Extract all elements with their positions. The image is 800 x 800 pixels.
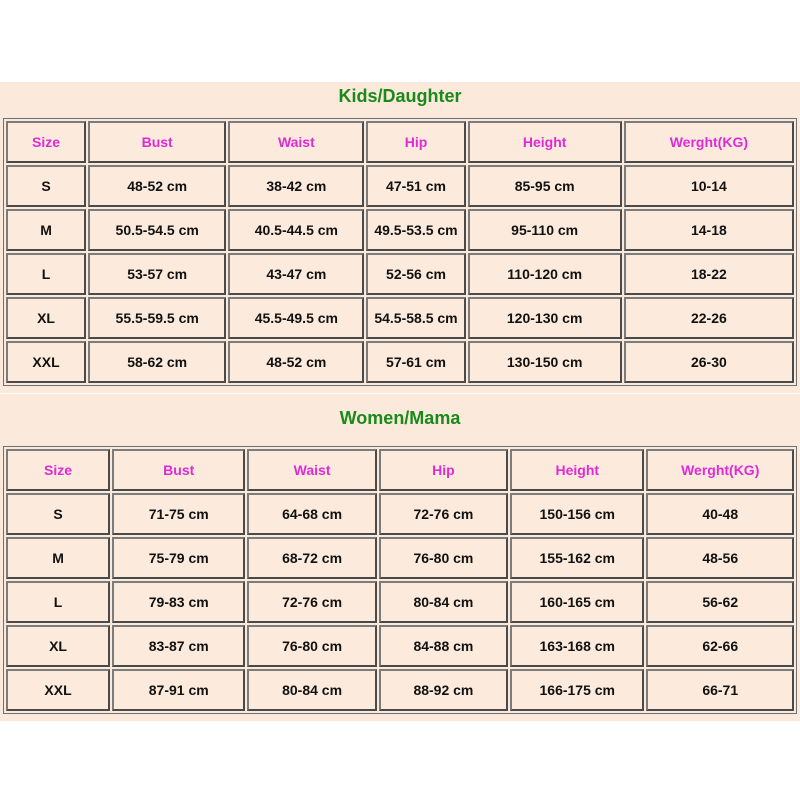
measurement-cell: 40-48 xyxy=(646,493,794,535)
measurement-cell: 83-87 cm xyxy=(112,625,245,667)
column-header: Bust xyxy=(88,121,226,163)
measurement-cell: 80-84 cm xyxy=(247,669,376,711)
column-header: Size xyxy=(6,449,110,491)
column-header: Werght(KG) xyxy=(624,121,794,163)
measurement-cell: 48-52 cm xyxy=(228,341,364,383)
size-cell: XXL xyxy=(6,341,86,383)
measurement-cell: 79-83 cm xyxy=(112,581,245,623)
kids-size-section xyxy=(0,82,800,393)
measurement-cell: 45.5-49.5 cm xyxy=(228,297,364,339)
measurement-cell: 150-156 cm xyxy=(510,493,644,535)
measurement-cell: 54.5-58.5 cm xyxy=(366,297,465,339)
measurement-cell: 85-95 cm xyxy=(468,165,622,207)
size-cell: L xyxy=(6,581,110,623)
measurement-cell: 56-62 xyxy=(646,581,794,623)
column-header: Hip xyxy=(366,121,465,163)
measurement-cell: 48-56 xyxy=(646,537,794,579)
measurement-cell: 62-66 xyxy=(646,625,794,667)
measurement-cell: 80-84 cm xyxy=(379,581,508,623)
measurement-cell: 75-79 cm xyxy=(112,537,245,579)
measurement-cell: 76-80 cm xyxy=(379,537,508,579)
column-header: Height xyxy=(468,121,622,163)
measurement-cell: 66-71 xyxy=(646,669,794,711)
measurement-cell: 71-75 cm xyxy=(112,493,245,535)
measurement-cell: 26-30 xyxy=(624,341,794,383)
table-row xyxy=(6,253,794,295)
kids-size-table xyxy=(3,118,797,386)
table-header-row xyxy=(6,449,794,491)
size-cell: XL xyxy=(6,297,86,339)
measurement-cell: 22-26 xyxy=(624,297,794,339)
measurement-cell: 155-162 cm xyxy=(510,537,644,579)
measurement-cell: 163-168 cm xyxy=(510,625,644,667)
kids-section-title: Kids/Daughter xyxy=(338,86,462,106)
size-cell: S xyxy=(6,493,110,535)
column-header: Hip xyxy=(379,449,508,491)
measurement-cell: 49.5-53.5 cm xyxy=(366,209,465,251)
women-size-section xyxy=(0,394,800,721)
women-size-table xyxy=(3,446,797,714)
table-row xyxy=(6,581,794,623)
measurement-cell: 57-61 cm xyxy=(366,341,465,383)
column-header: Size xyxy=(6,121,86,163)
measurement-cell: 160-165 cm xyxy=(510,581,644,623)
table-row xyxy=(6,341,794,383)
measurement-cell: 55.5-59.5 cm xyxy=(88,297,226,339)
table-row xyxy=(6,669,794,711)
measurement-cell: 58-62 cm xyxy=(88,341,226,383)
measurement-cell: 48-52 cm xyxy=(88,165,226,207)
table-row xyxy=(6,165,794,207)
table-row xyxy=(6,537,794,579)
measurement-cell: 38-42 cm xyxy=(228,165,364,207)
table-header-row xyxy=(6,121,794,163)
size-cell: XL xyxy=(6,625,110,667)
measurement-cell: 110-120 cm xyxy=(468,253,622,295)
measurement-cell: 43-47 cm xyxy=(228,253,364,295)
women-section-title: Women/Mama xyxy=(339,408,461,428)
measurement-cell: 95-110 cm xyxy=(468,209,622,251)
measurement-cell: 88-92 cm xyxy=(379,669,508,711)
measurement-cell: 18-22 xyxy=(624,253,794,295)
table-row xyxy=(6,625,794,667)
measurement-cell: 87-91 cm xyxy=(112,669,245,711)
measurement-cell: 52-56 cm xyxy=(366,253,465,295)
table-row xyxy=(6,297,794,339)
size-cell: L xyxy=(6,253,86,295)
measurement-cell: 53-57 cm xyxy=(88,253,226,295)
measurement-cell: 64-68 cm xyxy=(247,493,376,535)
column-header: Height xyxy=(510,449,644,491)
measurement-cell: 72-76 cm xyxy=(247,581,376,623)
column-header: Werght(KG) xyxy=(646,449,794,491)
measurement-cell: 50.5-54.5 cm xyxy=(88,209,226,251)
measurement-cell: 68-72 cm xyxy=(247,537,376,579)
measurement-cell: 130-150 cm xyxy=(468,341,622,383)
measurement-cell: 14-18 xyxy=(624,209,794,251)
measurement-cell: 72-76 cm xyxy=(379,493,508,535)
measurement-cell: 166-175 cm xyxy=(510,669,644,711)
size-cell: M xyxy=(6,537,110,579)
column-header: Bust xyxy=(112,449,245,491)
measurement-cell: 120-130 cm xyxy=(468,297,622,339)
measurement-cell: 47-51 cm xyxy=(366,165,465,207)
measurement-cell: 84-88 cm xyxy=(379,625,508,667)
table-row xyxy=(6,209,794,251)
size-cell: S xyxy=(6,165,86,207)
table-row xyxy=(6,493,794,535)
column-header: Waist xyxy=(247,449,376,491)
column-header: Waist xyxy=(228,121,364,163)
size-cell: XXL xyxy=(6,669,110,711)
measurement-cell: 76-80 cm xyxy=(247,625,376,667)
measurement-cell: 40.5-44.5 cm xyxy=(228,209,364,251)
measurement-cell: 10-14 xyxy=(624,165,794,207)
size-cell: M xyxy=(6,209,86,251)
